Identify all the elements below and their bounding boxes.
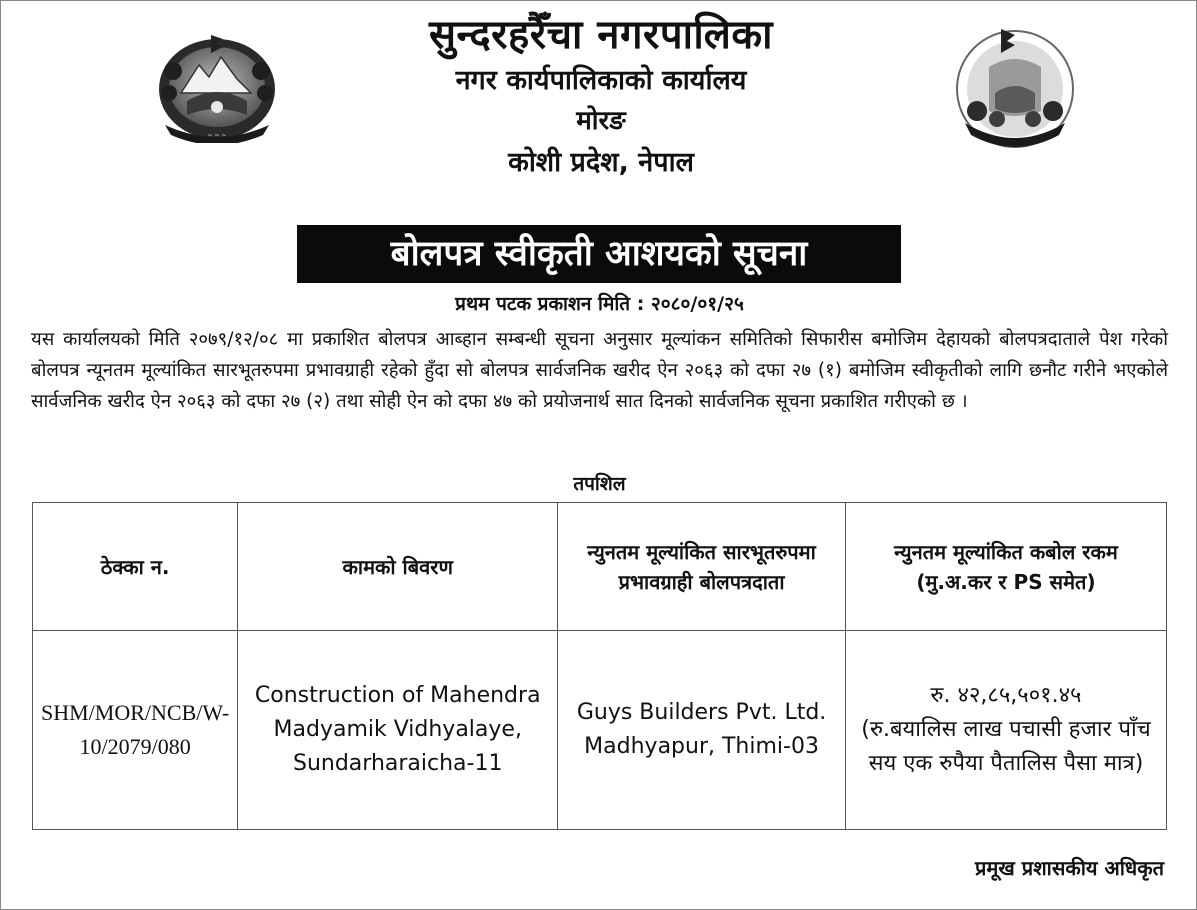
district-name: मोरङ: [576, 106, 626, 136]
cell-work-description: Construction of Mahendra Madyamik Vidhyalaye, Sundarharaicha-11: [238, 631, 558, 830]
nepal-government-emblem-icon: [151, 31, 283, 143]
notice-title: बोलपत्र स्वीकृती आशयको सूचना: [297, 225, 901, 283]
cell-bidder: Guys Builders Pvt. Ltd. Madhyapur, Thimi-03: [558, 631, 846, 830]
schedule-label: तपशिल: [573, 473, 626, 495]
header-bidder: न्युनतम मूल्यांकित सारभूतरुपमा प्रभावग्राही बोलपत्रदाता: [558, 503, 846, 631]
municipality-name: सुन्दरहरैँचा नगरपालिका: [428, 12, 773, 58]
letterhead: [301, 9, 901, 185]
publication-date: प्रथम पटक प्रकाशन मिति : २०८०/०१/२५: [455, 293, 744, 315]
amount-figure: रु. ४२,८५,५०१.४५: [930, 683, 1082, 708]
header-work-description: कामको बिवरण: [238, 503, 558, 631]
signatory: प्रमूख प्रशासकीय अधिकृत: [975, 856, 1164, 880]
tender-table: [32, 502, 1167, 830]
province-name: कोशी प्रदेश, नेपाल: [508, 147, 694, 178]
cell-amount: [845, 631, 1166, 830]
amount-in-words: (रु.बयालिस लाख पचासी हजार पाँच सय एक रुपैया पैतालिस पैसा मात्र): [861, 717, 1151, 776]
header-contract-no: ठेक्का न.: [33, 503, 238, 631]
office-name: नगर कार्यपालिकाको कार्यालय: [455, 65, 747, 96]
sundarharaicha-municipality-logo-icon: [949, 23, 1081, 149]
svg-text:~ ~ ~: ~ ~ ~: [207, 132, 227, 139]
table-row: [33, 631, 1167, 830]
svg-text:~ ~ ~: ~ ~ ~: [1005, 134, 1025, 141]
cell-contract-no: SHM/MOR/NCB/W-10/2079/080: [33, 631, 238, 830]
header-amount: न्युनतम मूल्यांकित कबोल रकम (मु.अ.कर र PS समेत): [845, 503, 1166, 631]
table-header-row: [33, 503, 1167, 631]
notice-body: यस कार्यालयको मिति २०७९/१२/०८ मा प्रकाशित बोलपत्र आब्हान सम्बन्धी सूचना अनुसार मूल्यांकन समितिको सिफारीस बमोजिम देहायको बोलपत्रदाताले पेश गरेको बोलपत्र न्यूनतम मूल्यांकित सारभूतरुपमा प्रभावग्राही रहेको हुँदा सो बोलपत्र सार्वजनिक खरीद ऐन २०६३ को दफा २७ (१) बमोजिम स्वीकृतीको लागि छनौट गरीने भएकोले सार्वजनिक खरीद ऐन २०६३ को दफा २७ (२) तथा सोही ऐन को दफा ४७ को प्रयोजनार्थ सात दिनको सार्वजनिक सूचना प्रकाशित गरीएको छ ।: [31, 329, 1168, 412]
